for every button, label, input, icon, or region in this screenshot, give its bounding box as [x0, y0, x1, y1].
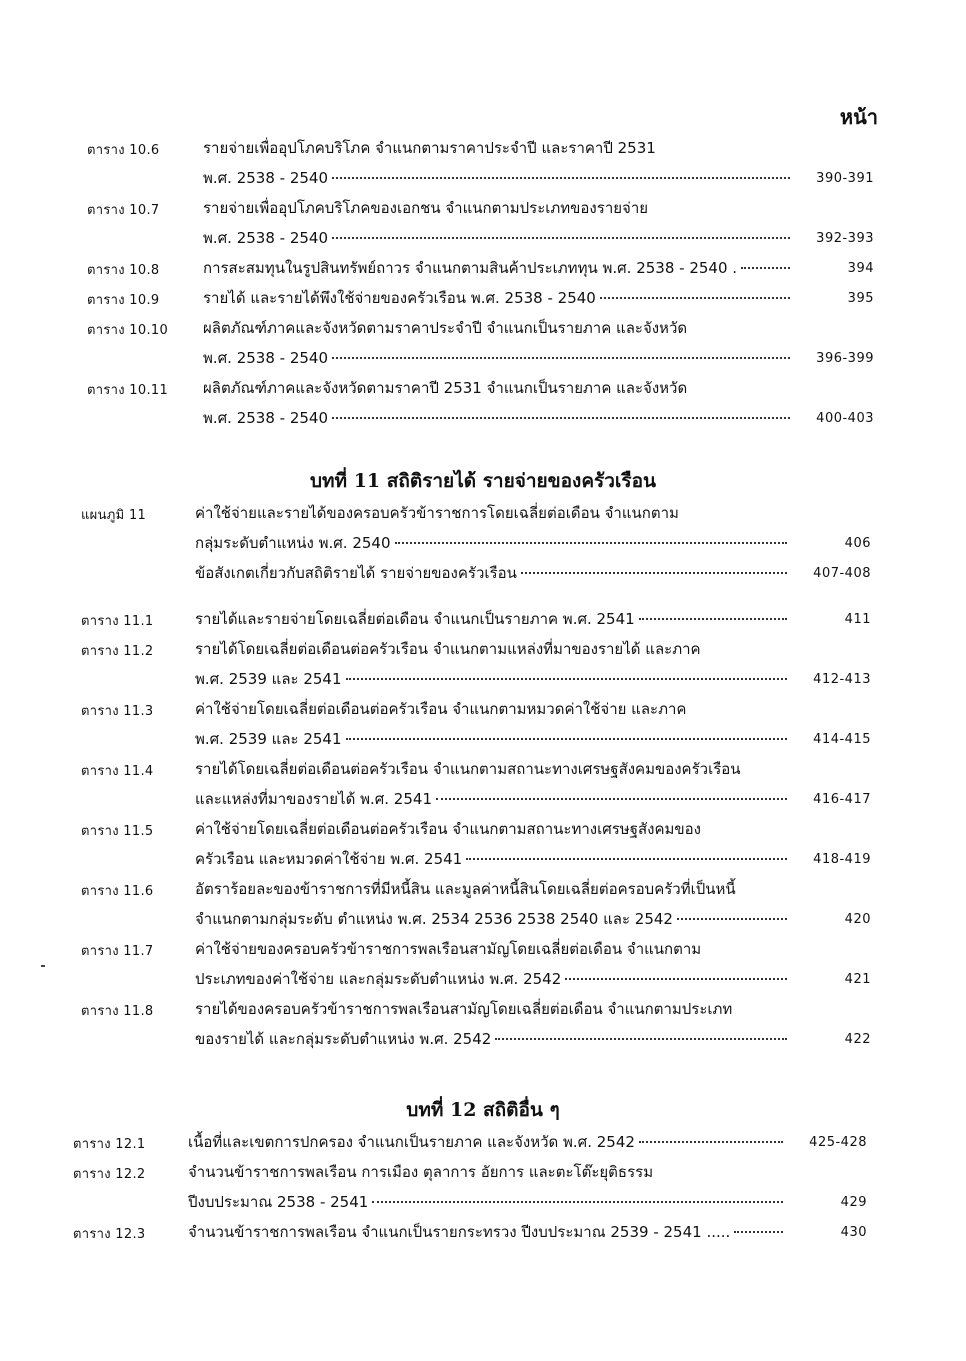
entry-line	[0, 343, 966, 373]
dot-leader	[565, 978, 787, 980]
entry-line	[0, 934, 966, 964]
entry-title: รายจ่ายเพื่ออุปโภคบริโภค จำแนกตามราคาประจำปี และราคาปี 2531	[203, 139, 656, 157]
entry-line	[0, 373, 966, 403]
toc-note-entry	[0, 558, 966, 588]
entry-title: ครัวเรือน และหมวดค่าใช้จ่าย พ.ศ. 2541	[195, 850, 463, 868]
page-number: 390-391	[816, 171, 874, 186]
page-column-header: หน้า	[839, 105, 878, 129]
entry-title: กลุ่มระดับตำแหน่ง พ.ศ. 2540	[195, 534, 391, 552]
entry-line	[0, 814, 966, 844]
dot-leader	[332, 237, 790, 239]
entry-line	[0, 874, 966, 904]
page-number: 411	[844, 612, 871, 627]
entry-title: ค่าใช้จ่ายโดยเฉลี่ยต่อเดือนต่อครัวเรือน จำแนกตามหมวดค่าใช้จ่าย และภาค	[195, 700, 687, 718]
dot-leader	[639, 618, 787, 620]
entry-label: ตาราง 11.4	[81, 764, 154, 779]
page-number: 400-403	[816, 411, 874, 426]
entry-label: ตาราง 10.8	[87, 263, 160, 278]
entry-title: ปีงบประมาณ 2538 - 2541	[188, 1193, 369, 1211]
entry-title: พ.ศ. 2538 - 2540	[203, 349, 329, 367]
entry-label: ตาราง 10.11	[87, 383, 169, 398]
entry-title: รายจ่ายเพื่ออุปโภคบริโภคของเอกชน จำแนกตามประเภทของรายจ่าย	[203, 199, 649, 217]
entry-label: ตาราง 12.2	[73, 1167, 146, 1182]
toc-entry	[0, 814, 966, 874]
entry-line	[0, 193, 966, 223]
entry-label: ตาราง 12.1	[73, 1137, 146, 1152]
entry-line	[0, 498, 966, 528]
section-chapter-11	[0, 464, 966, 1054]
entry-title: พ.ศ. 2538 - 2540	[203, 409, 329, 427]
entry-title: ข้อสังเกตเกี่ยวกับสถิติรายได้ รายจ่ายของครัวเรือน	[195, 564, 517, 582]
entry-label: ตาราง 12.3	[73, 1227, 146, 1242]
entry-label: ตาราง 10.7	[87, 203, 160, 218]
page-number: 420	[844, 912, 871, 927]
entry-label: ตาราง 11.6	[81, 884, 154, 899]
toc-entry	[0, 1157, 966, 1217]
page-number: 416-417	[813, 792, 871, 807]
dot-leader	[346, 678, 787, 680]
entry-line	[0, 403, 966, 433]
page-number: 392-393	[816, 231, 874, 246]
entry-label: แผนภูมิ 11	[81, 508, 147, 523]
entry-line	[0, 528, 966, 558]
dot-leader	[495, 1038, 787, 1040]
chart-entry-11	[0, 498, 966, 558]
entry-title: รายได้และรายจ่ายโดยเฉลี่ยต่อเดือน จำแนกเป็นรายภาค พ.ศ. 2541	[195, 610, 635, 628]
dot-leader	[395, 542, 787, 544]
entry-label: ตาราง 11.5	[81, 824, 154, 839]
chapter-11-tables	[0, 604, 966, 1054]
entry-title: อัตราร้อยละของข้าราชการที่มีหนี้สิน และมูลค่าหนี้สินโดยเฉลี่ยต่อครอบครัวที่เป็นหนี้	[195, 880, 736, 898]
toc-chart-entry	[0, 498, 966, 558]
entry-label: ตาราง 10.9	[87, 293, 160, 308]
entry-title: และแหล่งที่มาของรายได้ พ.ศ. 2541	[195, 790, 432, 808]
dot-leader	[372, 1201, 783, 1203]
toc-entry	[0, 1127, 966, 1157]
dot-leader	[332, 177, 790, 179]
entry-line	[0, 283, 966, 313]
page-number: 395	[847, 291, 874, 306]
entry-line	[0, 253, 966, 283]
entry-line	[0, 634, 966, 664]
entry-line	[0, 964, 966, 994]
toc-entry	[0, 694, 966, 754]
entry-line	[0, 223, 966, 253]
page-number: 421	[844, 972, 871, 987]
toc-entry	[0, 283, 966, 313]
stray-mark	[41, 965, 45, 967]
toc-entry	[0, 313, 966, 373]
toc-entry	[0, 373, 966, 433]
entry-label: ตาราง 11.2	[81, 644, 154, 659]
toc-entry	[0, 253, 966, 283]
entry-title: เนื้อที่และเขตการปกครอง จำแนกเป็นรายภาค และจังหวัด พ.ศ. 2542	[188, 1133, 635, 1151]
entry-title: ค่าใช้จ่ายของครอบครัวข้าราชการพลเรือนสามัญโดยเฉลี่ยต่อเดือน จำแนกตาม	[195, 940, 702, 958]
dot-leader	[639, 1141, 783, 1143]
entry-line	[0, 558, 966, 588]
entry-title: พ.ศ. 2538 - 2540	[203, 169, 329, 187]
entry-label: ตาราง 10.10	[87, 323, 169, 338]
entry-line	[0, 1187, 966, 1217]
page-number: 407-408	[813, 566, 871, 581]
entry-title: ผลิตภัณฑ์ภาคและจังหวัดตามราคาปี 2531 จำแนกเป็นรายภาค และจังหวัด	[203, 379, 688, 397]
entry-title: การสะสมทุนในรูปสินทรัพย์ถาวร จำแนกตามสินค้าประเภททุน พ.ศ. 2538 - 2540 .	[203, 259, 738, 277]
toc-entry	[0, 754, 966, 814]
chapter-11-title: บทที่ 11 สถิติรายได้ รายจ่ายของครัวเรือน	[309, 470, 657, 492]
section-chapter-12	[0, 1093, 966, 1247]
entry-line	[0, 694, 966, 724]
entry-title: จำแนกตามกลุ่มระดับ ตำแหน่ง พ.ศ. 2534 2536 2538 2540 และ 2542	[195, 910, 673, 928]
entry-title: รายได้โดยเฉลี่ยต่อเดือนต่อครัวเรือน จำแนกตามแหล่งที่มาของรายได้ และภาค	[195, 640, 701, 658]
entry-title: ค่าใช้จ่ายและรายได้ของครอบครัวข้าราชการโดยเฉลี่ยต่อเดือน จำแนกตาม	[195, 504, 679, 522]
entry-line	[0, 1157, 966, 1187]
page-number: 430	[840, 1225, 867, 1240]
page-number: 418-419	[813, 852, 871, 867]
chapter-12-title: บทที่ 12 สถิติอื่น ๆ	[406, 1099, 560, 1121]
entry-title: จำนวนข้าราชการพลเรือน จำแนกเป็นรายกระทรวง ปีงบประมาณ 2539 - 2541 .....	[188, 1223, 731, 1241]
dot-leader	[466, 858, 787, 860]
entry-title: ประเภทของค่าใช้จ่าย และกลุ่มระดับตำแหน่ง พ.ศ. 2542	[195, 970, 562, 988]
page-number: 396-399	[816, 351, 874, 366]
entry-title: รายได้โดยเฉลี่ยต่อเดือนต่อครัวเรือน จำแนกตามสถานะทางเศรษฐสังคมของครัวเรือน	[195, 760, 741, 778]
entry-line	[0, 754, 966, 784]
entry-line	[0, 724, 966, 754]
note-entry-11	[0, 558, 966, 588]
entry-line	[0, 1024, 966, 1054]
entry-line	[0, 163, 966, 193]
chapter-12-tables	[0, 1127, 966, 1247]
entry-line	[0, 904, 966, 934]
entry-label: ตาราง 10.6	[87, 143, 160, 158]
toc-entry	[0, 874, 966, 934]
entry-line	[0, 604, 966, 634]
toc-entry	[0, 193, 966, 253]
toc-entry	[0, 604, 966, 634]
entry-line	[0, 994, 966, 1024]
entry-title: รายได้ของครอบครัวข้าราชการพลเรือนสามัญโดยเฉลี่ยต่อเดือน จำแนกตามประเภท	[195, 1000, 733, 1018]
dot-leader	[332, 357, 790, 359]
entry-line	[0, 313, 966, 343]
toc-entry	[0, 133, 966, 193]
section-chapter-10	[0, 133, 966, 433]
toc-entry	[0, 994, 966, 1054]
entry-line	[0, 664, 966, 694]
page-number: 425-428	[809, 1135, 867, 1150]
entry-title: ของรายได้ และกลุ่มระดับตำแหน่ง พ.ศ. 2542	[195, 1030, 492, 1048]
entry-title: พ.ศ. 2539 และ 2541	[195, 670, 342, 688]
entry-title: จำนวนข้าราชการพลเรือน การเมือง ตุลาการ อัยการ และตะโต๊ะยุติธรรม	[188, 1163, 654, 1181]
dot-leader	[600, 297, 790, 299]
page-number: 414-415	[813, 732, 871, 747]
toc-entry	[0, 934, 966, 994]
page-number: 422	[844, 1032, 871, 1047]
toc-entry	[0, 634, 966, 694]
dot-leader	[332, 417, 790, 419]
entry-label: ตาราง 11.7	[81, 944, 154, 959]
entry-title: ผลิตภัณฑ์ภาคและจังหวัดตามราคาประจำปี จำแนกเป็นรายภาค และจังหวัด	[203, 319, 688, 337]
entry-label: ตาราง 11.1	[81, 614, 154, 629]
page-number: 394	[847, 261, 874, 276]
entry-title: พ.ศ. 2539 และ 2541	[195, 730, 342, 748]
page-number: 429	[840, 1195, 867, 1210]
toc-entry	[0, 1217, 966, 1247]
entry-label: ตาราง 11.3	[81, 704, 154, 719]
entry-line	[0, 1127, 966, 1157]
page-number: 412-413	[813, 672, 871, 687]
entry-line	[0, 784, 966, 814]
entry-title: ค่าใช้จ่ายโดยเฉลี่ยต่อเดือนต่อครัวเรือน จำแนกตามสถานะทางเศรษฐสังคมของ	[195, 820, 701, 838]
entry-title: พ.ศ. 2538 - 2540	[203, 229, 329, 247]
page-number: 406	[844, 536, 871, 551]
entry-line	[0, 1217, 966, 1247]
dot-leader	[521, 572, 787, 574]
entry-line	[0, 844, 966, 874]
dot-leader	[436, 798, 787, 800]
entry-label: ตาราง 11.8	[81, 1004, 154, 1019]
dot-leader	[346, 738, 787, 740]
entry-title: รายได้ และรายได้พึงใช้จ่ายของครัวเรือน พ.ศ. 2538 - 2540	[203, 289, 596, 307]
entry-line	[0, 133, 966, 163]
